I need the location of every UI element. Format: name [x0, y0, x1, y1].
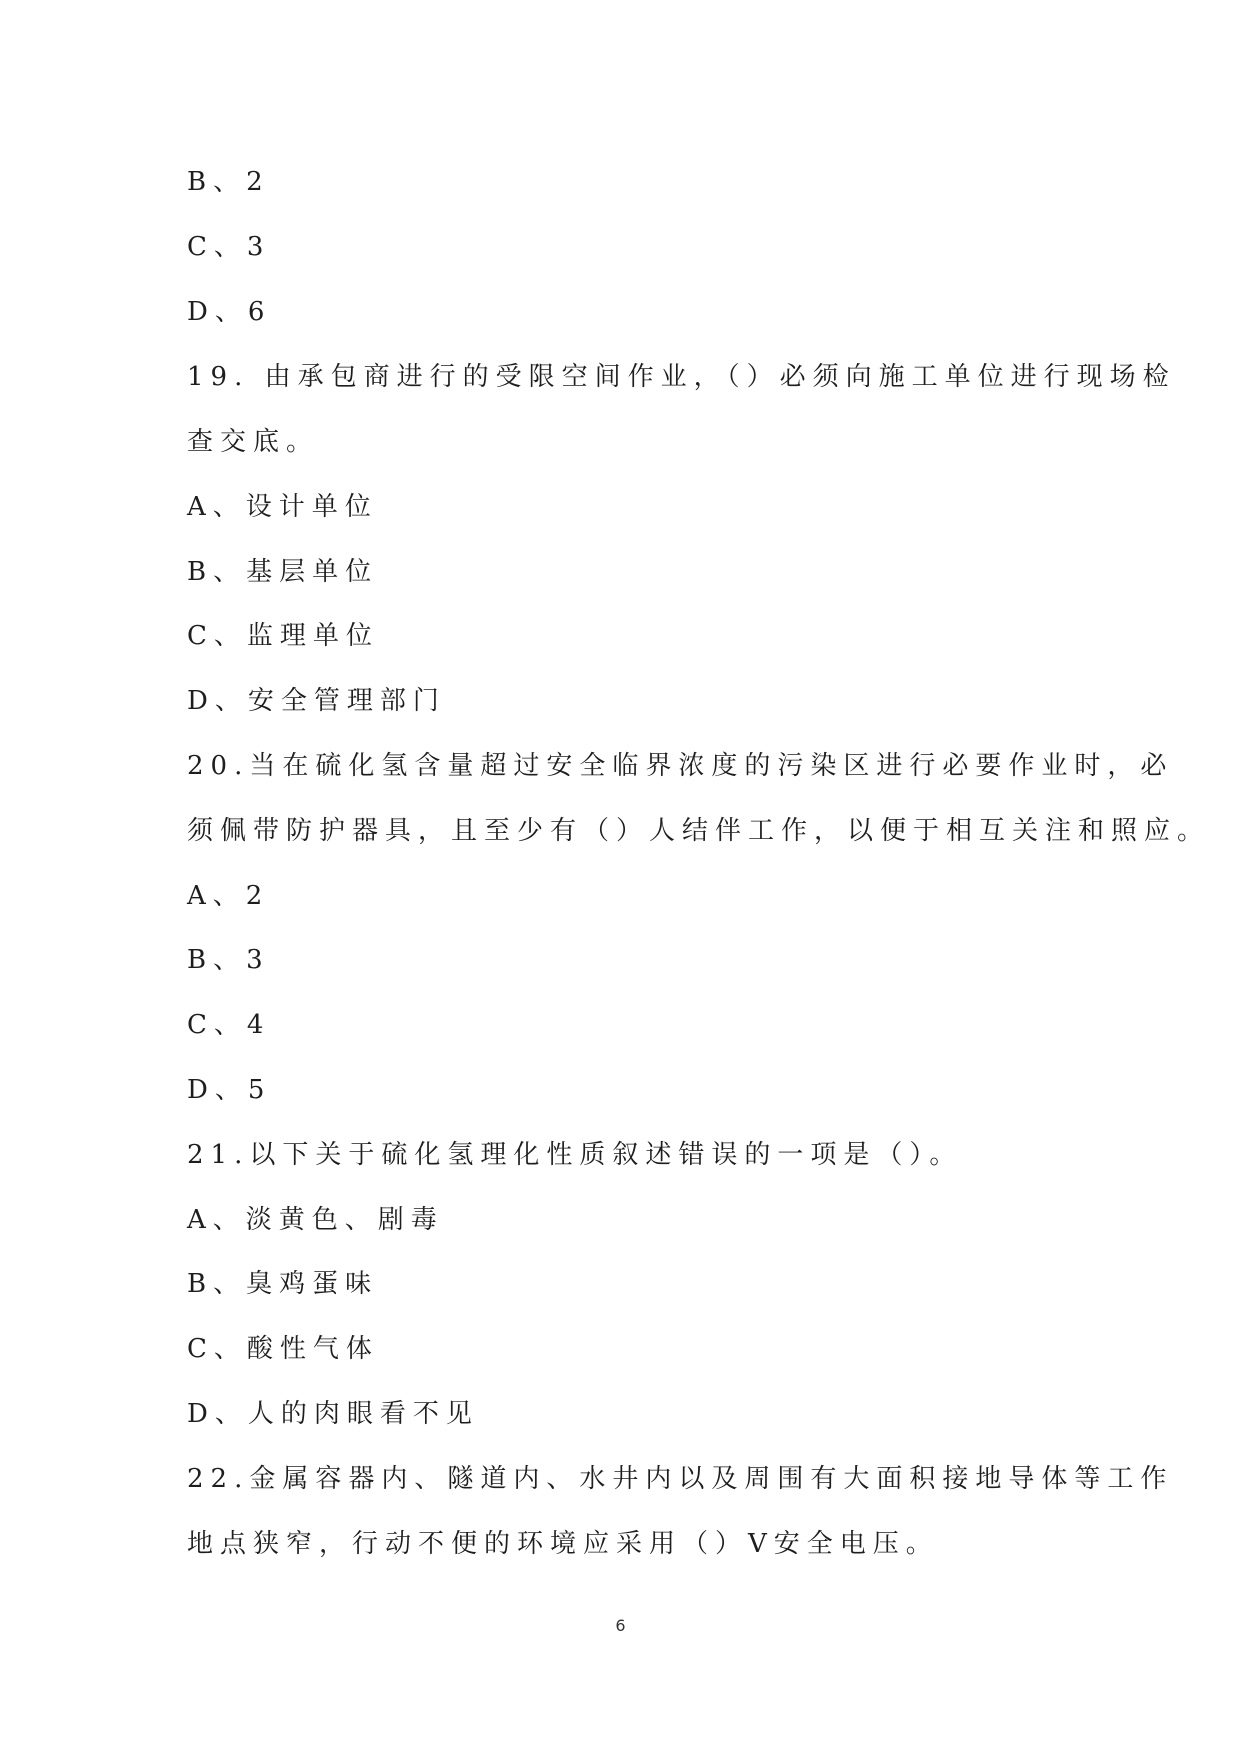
page-number: 6 [615, 1616, 626, 1635]
q22-question-line2: 地点狭窄，行动不便的环境应采用（）V安全电压。 [187, 1529, 939, 1559]
q18-option-d: D、6 [187, 297, 272, 327]
q20-option-d: D、5 [187, 1075, 272, 1105]
q19-option-d: D、安全管理部门 [187, 686, 446, 716]
q20-question-line2: 须佩带防护器具，且至少有（）人结伴工作，以便于相互关注和照应。 [187, 816, 1211, 846]
q21-option-c: C、酸性气体 [187, 1334, 379, 1364]
q18-option-b: B、2 [187, 167, 270, 197]
q20-option-c: C、4 [187, 1010, 271, 1040]
q18-option-c: C、3 [187, 232, 271, 262]
q21-question-line1: 21.以下关于硫化氢理化性质叙述错误的一项是（）。 [187, 1140, 963, 1170]
q19-question-line1: 19. 由承包商进行的受限空间作业，（）必须向施工单位进行现场检 [187, 362, 1176, 392]
q21-option-d: D、人的肉眼看不见 [187, 1399, 479, 1429]
q20-option-b: B、3 [187, 945, 270, 975]
q19-question-line2: 查交底。 [187, 427, 320, 457]
q22-question-line1: 22.金属容器内、隧道内、水井内以及周围有大面积接地导体等工作 [187, 1464, 1174, 1494]
q21-option-a: A、淡黄色、剧毒 [187, 1205, 444, 1235]
q19-option-b: B、基层单位 [187, 557, 379, 587]
q19-option-c: C、监理单位 [187, 621, 379, 651]
q20-question-line1: 20.当在硫化氢含量超过安全临界浓度的污染区进行必要作业时，必 [187, 751, 1174, 781]
q20-option-a: A、2 [187, 881, 270, 911]
q19-option-a: A、设计单位 [187, 492, 378, 522]
q21-option-b: B、臭鸡蛋味 [187, 1269, 379, 1299]
